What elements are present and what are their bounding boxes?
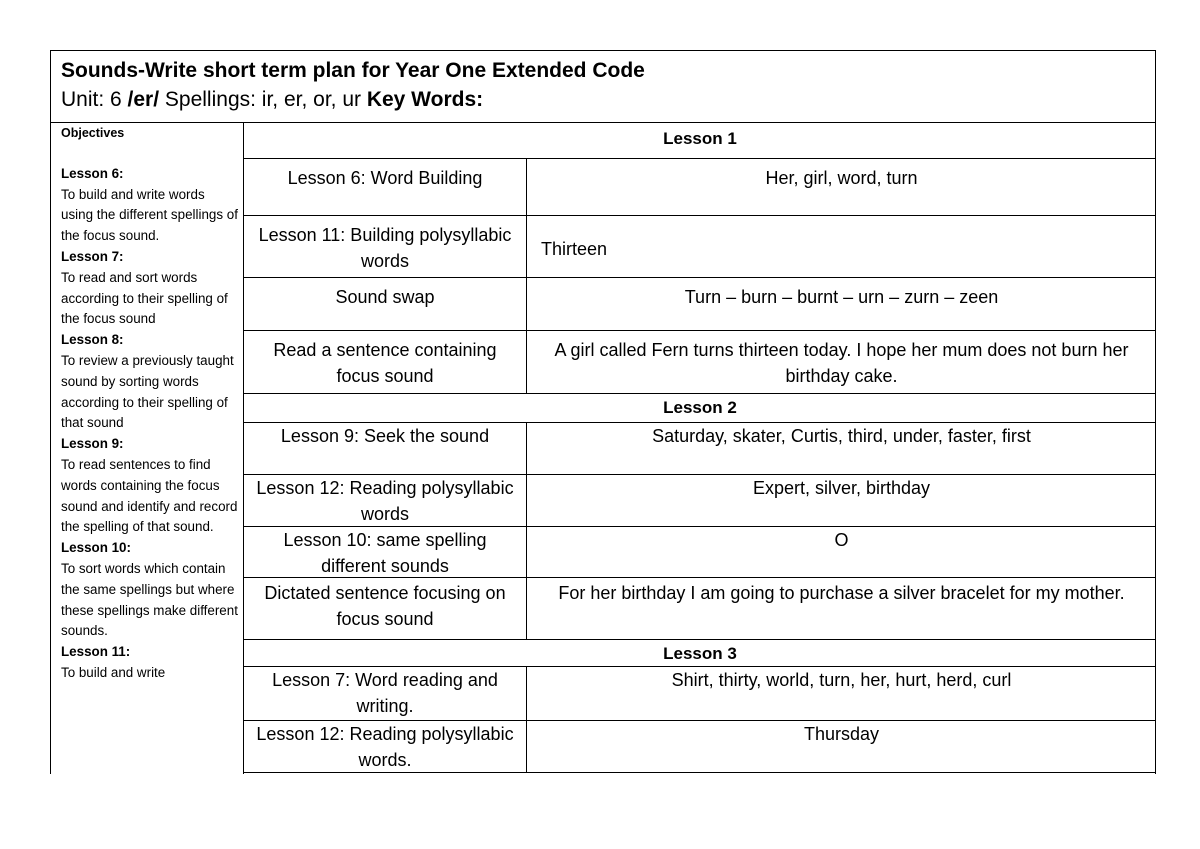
content-cell: Saturday, skater, Curtis, third, under, faster, first — [526, 423, 1156, 474]
objective-text: To read and sort words according to their spelling of the focus sound — [61, 269, 228, 327]
objective-lesson-name: Lesson 8: — [61, 332, 124, 348]
content-cell: A girl called Fern turns thirteen today. I hope her mum does not burn her birthday cake. — [526, 331, 1156, 393]
table-row — [244, 277, 1156, 330]
content-cell: Thursday — [526, 721, 1156, 772]
objective-item — [61, 642, 239, 684]
lessons-grid — [244, 122, 1156, 774]
objectives-column — [50, 122, 244, 774]
activity-cell: Lesson 12: Reading polysyllabic words — [256, 478, 514, 524]
activity-cell: Lesson 6: Word Building — [287, 168, 483, 188]
activity-cell: Dictated sentence focusing on focus sound — [264, 583, 506, 629]
objective-lesson-name: Lesson 11: — [61, 644, 131, 660]
content-cell: Her, girl, word, turn — [526, 159, 1156, 215]
table-row — [244, 422, 1156, 474]
objective-item — [61, 330, 239, 434]
objective-lesson-name: Lesson 6: — [61, 165, 124, 181]
table-row — [244, 474, 1156, 526]
key-words-label: Key Words: — [366, 88, 484, 111]
lesson-heading: Lesson 1 — [663, 129, 737, 148]
objective-lesson-name: Lesson 9: — [61, 436, 124, 452]
objective-text: To build and write words using the different spellings of the focus sound. — [61, 186, 238, 244]
activity-cell: Read a sentence containing focus sound — [273, 340, 497, 386]
plan-header — [50, 50, 1156, 123]
table-row — [244, 158, 1156, 215]
table-row — [244, 215, 1156, 277]
table-row — [244, 720, 1156, 773]
lesson-heading-row — [244, 639, 1156, 666]
objective-item — [61, 434, 239, 538]
content-cell: Turn – burn – burnt – urn – zurn – zeen — [526, 278, 1156, 330]
page-title: Sounds-Write short term plan for Year One Extended Code — [61, 59, 645, 82]
unit-line — [61, 85, 1145, 115]
lesson-heading: Lesson 2 — [663, 398, 737, 417]
content-cell: Thirteen — [526, 216, 1156, 277]
unit-spellings: Spellings: ir, er, or, ur — [159, 88, 367, 111]
activity-cell: Sound swap — [335, 287, 435, 307]
objective-item — [61, 164, 239, 247]
activity-cell: Lesson 11: Building polysyllabic words — [258, 225, 512, 271]
lesson-heading: Lesson 3 — [663, 644, 737, 663]
objective-text: To build and write — [61, 664, 166, 680]
lesson-heading-row — [244, 393, 1156, 422]
objective-item — [61, 538, 239, 642]
table-row — [244, 666, 1156, 720]
content-cell: Shirt, thirty, world, turn, her, hurt, herd, curl — [526, 667, 1156, 720]
objective-text: To read sentences to find words containing the focus sound and identify and record the spelling of that sound. — [61, 456, 238, 535]
lesson-heading-row — [244, 122, 1156, 158]
activity-cell: Lesson 12: Reading polysyllabic words. — [256, 724, 514, 770]
objective-lesson-name: Lesson 7: — [61, 248, 124, 264]
content-cell: Expert, silver, birthday — [526, 475, 1156, 526]
objective-text: To review a previously taught sound by sorting words according to their spelling of that sound — [61, 352, 234, 431]
objective-item — [61, 247, 239, 330]
content-cell: O — [526, 527, 1156, 577]
activity-cell: Lesson 7: Word reading and writing. — [272, 670, 498, 716]
table-row — [244, 526, 1156, 577]
objectives-heading: Objectives — [61, 126, 125, 140]
activity-cell: Lesson 9: Seek the sound — [280, 426, 490, 446]
unit-sound: /er/ — [127, 88, 160, 111]
content-cell: For her birthday I am going to purchase a silver bracelet for my mother. — [526, 578, 1156, 639]
table-row — [244, 330, 1156, 393]
activity-cell: Lesson 10: same spelling different sounds — [283, 530, 487, 576]
objective-lesson-name: Lesson 10: — [61, 540, 131, 556]
objective-text: To sort words which contain the same spellings but where these spellings make different sounds. — [61, 560, 238, 639]
unit-prefix: Unit: 6 — [61, 88, 128, 111]
table-row — [244, 577, 1156, 639]
